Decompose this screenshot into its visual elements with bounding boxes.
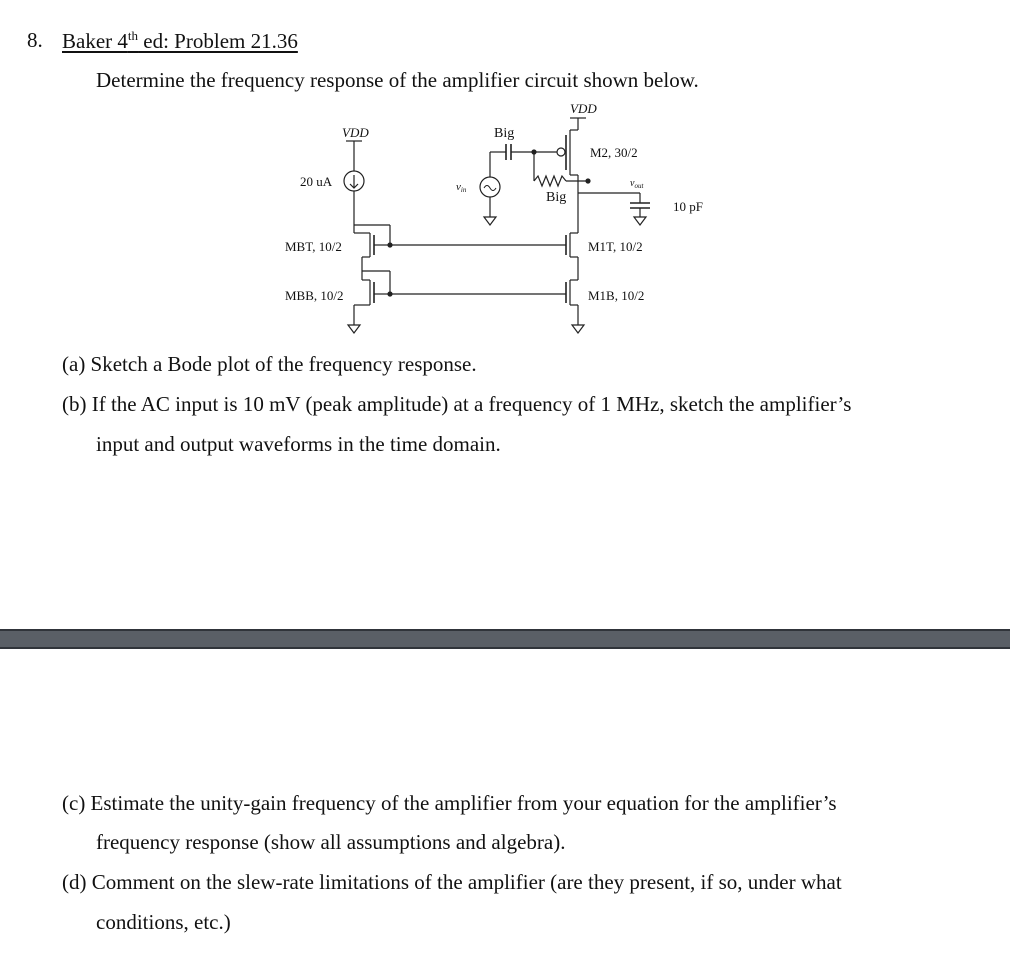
m1b-label: M1B, 10/2 [588, 288, 645, 303]
problem-number: 8. [27, 28, 43, 52]
cap-ground-icon [634, 217, 646, 225]
m2-label: M2, 30/2 [590, 145, 638, 160]
m2-gate-bubble [557, 148, 565, 156]
problem-statement: Determine the frequency response of the amplifier circuit shown below. [96, 68, 699, 92]
part-b-line2: input and output waveforms in the time domain. [96, 432, 501, 456]
title-prefix: Baker 4 [62, 29, 128, 53]
mbb-ground-icon [348, 325, 360, 333]
part-c-line1: (c) Estimate the unity-gain frequency of the amplifier from your equation for the amplifier’s [62, 791, 837, 815]
vin-ground-icon [484, 217, 496, 225]
vin-label: vin [456, 181, 467, 194]
circuit-schematic [270, 95, 720, 340]
cap-big-label: Big [494, 126, 515, 141]
cload-label: 10 pF [673, 199, 703, 214]
vout-label: $v_{out}$ [630, 178, 644, 190]
part-a: (a) Sketch a Bode plot of the frequency response. [62, 352, 477, 376]
part-d-line1: (d) Comment on the slew-rate limitations of the amplifier (are they present, if so, under what [62, 870, 842, 894]
part-c-line2: frequency response (show all assumptions and algebra). [96, 830, 566, 854]
res-big-label: Big [546, 190, 567, 205]
vdd-right-label: VDD [570, 101, 597, 116]
mbb-label: MBB, 10/2 [285, 288, 344, 303]
feedback-resistor [534, 176, 566, 186]
problem-title [62, 28, 298, 54]
part-d-line2: conditions, etc.) [96, 910, 231, 934]
vdd-left-label: VDD [342, 125, 369, 140]
part-b-line1: (b) If the AC input is 10 mV (peak amplitude) at a frequency of 1 MHz, sketch the amplifier’s [62, 392, 852, 416]
mbt-label: MBT, 10/2 [285, 239, 342, 254]
current-source-label: 20 uA [300, 174, 333, 189]
page-divider [0, 629, 1010, 649]
vin-source-icon [480, 177, 500, 197]
title-superscript: th [127, 28, 139, 43]
title-suffix: ed: Problem 21.36 [138, 29, 298, 53]
m1t-label: M1T, 10/2 [588, 239, 643, 254]
m1b-ground-icon [572, 325, 584, 333]
